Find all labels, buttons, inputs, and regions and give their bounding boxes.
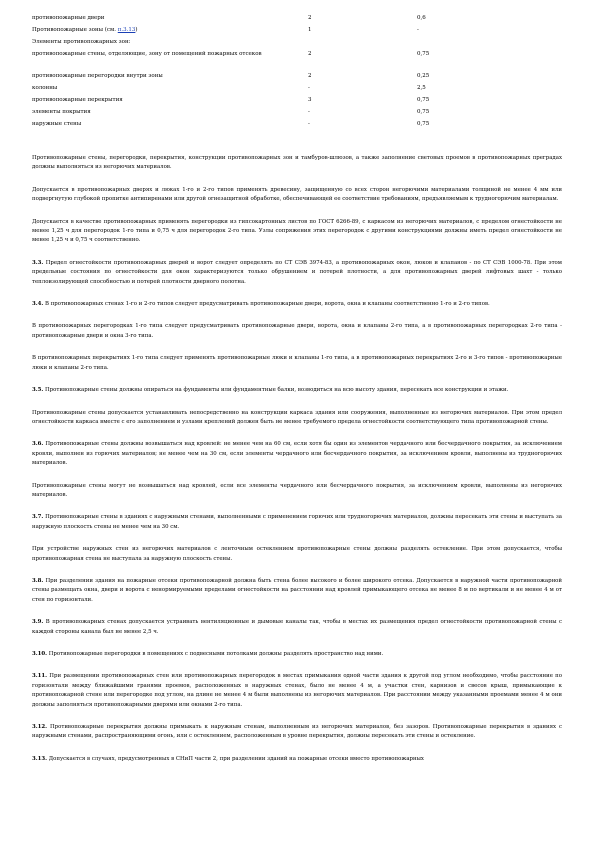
paragraph-number: 3.8.: [32, 577, 44, 584]
row-type: -: [308, 121, 310, 127]
paragraph: [32, 409, 562, 428]
row-name: элементы покрытия: [32, 109, 91, 115]
row-type: 3: [308, 97, 312, 103]
paragraph: [32, 482, 562, 501]
paragraph-text: Противопожарные стены должны возвышаться над кровлей: не менее чем на 60 см, если хотя бы один из элементов чердачного или бесчердачного покрытия, за исключением кровли, выполнен из горючих материалов; не менее чем на 30 см, если элементы чердачного или бесчердачного покрытия, за исключением кровли, выполнены из трудногорючих материалов.: [32, 441, 562, 467]
row-name: наружные стены: [32, 121, 82, 127]
row-resistance: -: [417, 27, 419, 33]
row-resistance: 0,25: [417, 73, 430, 79]
paragraph-number: 3.7.: [32, 514, 44, 521]
table-row: [32, 84, 552, 96]
paragraph-text: В противопожарных перекрытиях 1-го типа следует применять противопожарные люки и клапаны 1-го типа, а в противопожарных перекрытиях 2-го и 3-го типов - противопожарные люки и клапаны 2-го типа.: [32, 355, 562, 371]
paragraph: [32, 513, 562, 532]
paragraph-text: Допускается в случаях, предусмотренных в СНиП части 2, при разделении зданий на пожарные отсеки вместо противопожарных: [47, 755, 424, 762]
paragraph: [32, 618, 562, 637]
table-row: [32, 38, 552, 50]
paragraph: [32, 386, 562, 395]
paragraph-text: Противопожарные стены должны опираться на фундаменты или фундаментные балки, возводиться на всю высоту здания, пересекать все конструкции и этажи.: [43, 387, 509, 394]
paragraph-number: 3.10.: [32, 651, 48, 657]
paragraph: [32, 545, 562, 564]
paragraph: [32, 755, 562, 764]
paragraph-text: При устройстве наружных стен из негорючих материалов с ленточным остеклением противопожарные стены должны разделять остекление. При этом допускается, чтобы противопожарная стена не выступала за наружную плоскость стены.: [32, 546, 562, 562]
paragraph: [32, 300, 562, 309]
paragraph-number: 3.6.: [32, 441, 44, 448]
paragraph-text: Противопожарные стены в зданиях с наружными стенами, выполненными с применением горючих или трудногорючих материалов, должны пересекать эти стены и выступать за наружную плоскость стены не менее чем на 30 см.: [32, 514, 562, 530]
fire-resistance-table: [32, 14, 552, 132]
paragraph-text: Предел огнестойкости противопожарных дверей и ворот следует определять по СТ СЭВ 3974-83, а противопожарных окон, люков и клапанов - по СТ СЭВ 1000-78. При этом предельные состояния по огнестойкости для окон характеризуются только обрушением и потерей плотности, а для противопожарных дверей лифтовых шахт - только теплоизолирующей способностью и потерей плотности дверного полотна.: [32, 259, 562, 285]
table-row: [32, 72, 552, 84]
paragraph: [32, 354, 562, 373]
paragraph-number: 3.5.: [32, 387, 44, 394]
paragraph-text: Противопожарные стены могут не возвышаться над кровлей, если все элементы чердачного или бесчердачного покрытия, за исключением кровли, выполнены из негорючих материалов.: [32, 482, 562, 498]
paragraph: [32, 650, 562, 659]
row-name: колонны: [32, 85, 58, 91]
row-type: 2: [308, 51, 312, 57]
row-type: 2: [308, 15, 312, 21]
document-body: [32, 154, 562, 777]
table-row: [32, 50, 552, 72]
paragraph: [32, 259, 562, 287]
paragraph-text: Противопожарные стены, перегородки, перекрытия, конструкции противопожарных зон и тамбуров-шлюзов, а также заполнение световых проемов в противопожарных преградах должны выполняться из негорючих материалов.: [32, 155, 562, 171]
row-name: противопожарные перегородки внутри зоны: [32, 73, 163, 79]
paragraph-text: При размещении противопожарных стен или противопожарных перегородок в местах примыкания одной части здания к другой под углом необходимо, чтобы расстояние по горизонтали между ближайшими гранями проемов, расположенных в наружных стенах, было не менее 4 м, а участки стен, карнизов и свесов крыш, примыкающие к противопожарной стене или перегородке под углом, на длине не менее 4 м были выполнены из негорючих материалов. При расстоянии между указанными проемами менее 4 м они должны заполняться противопожарными дверями или окнами 2-го типа.: [32, 673, 562, 708]
row-name: противопожарные стены, отделяющие, зону от помещений пожарных отсеков: [32, 51, 262, 57]
row-name: Элементы противопожарных зон:: [32, 39, 131, 45]
paragraph-number: 3.9.: [32, 619, 44, 626]
paragraph: [32, 218, 562, 246]
row-type: 1: [308, 27, 312, 33]
row-resistance: 0,75: [417, 51, 430, 57]
table-row: [32, 96, 552, 108]
row-resistance: 0,75: [417, 109, 430, 115]
paragraph: [32, 322, 562, 341]
row-name: противопожарные перекрытия: [32, 97, 123, 103]
paragraph-number: 3.13.: [32, 755, 48, 762]
paragraph-text: В противопожарных перегородках 1-го типа следует предусматривать противопожарные двери, ворота, окна и клапаны 2-го типа, а в противопожарных перегородках 2-го типа - противопожарные двери и окна 3-го типа.: [32, 323, 562, 339]
row-type: -: [308, 109, 310, 115]
paragraph: [32, 154, 562, 173]
paragraph-text: В противопожарных стенах 1-го и 2-го типов следует предусматривать противопожарные двери, ворота, окна и клапаны соответственно 1-го и 2-го типов.: [43, 301, 490, 308]
paragraph-number: 3.3.: [32, 259, 44, 266]
row-name-suffix: ): [135, 27, 138, 33]
paragraph: [32, 672, 562, 710]
row-resistance: 0,75: [417, 121, 430, 127]
table-row: [32, 14, 552, 26]
paragraph: [32, 723, 562, 742]
paragraph: [32, 186, 562, 205]
row-type: 2: [308, 73, 312, 79]
paragraph-number: 3.4.: [32, 301, 44, 308]
row-name: противопожарные двери: [32, 15, 105, 21]
row-resistance: 0,6: [417, 15, 426, 21]
row-resistance: 2,5: [417, 85, 426, 91]
row-type: -: [308, 85, 310, 91]
table-row: [32, 26, 552, 38]
paragraph-text: При разделении здания на пожарные отсеки противопожарной должна быть стена более высокого и более широкого отсека. Допускается в наружной части противопожарной стены размещать окна, двери и ворота с ненормируемыми пределами огнестойкости на расстоянии над кровлей примыкающего отсека не менее 8 м по вертикали и не менее 4 м от стен по горизонтали.: [32, 577, 562, 603]
paragraph: [32, 440, 562, 468]
row-name: [32, 26, 302, 34]
paragraph-text: Противопожарные перекрытия должны примыкать к наружным стенам, выполненным из негорючих материалов, без зазоров. Противопожарные перекрытия в зданиях с наружными стенами, распространяющими огонь, или с остеклением, расположенным в уровне перекрытия, должны пересекать эти стены и остекление.: [32, 724, 562, 740]
row-name-text: Противопожарные зоны (см.: [32, 27, 118, 33]
table-row: [32, 120, 552, 132]
row-resistance: 0,75: [417, 97, 430, 103]
table-row: [32, 108, 552, 120]
paragraph-number: 3.12.: [32, 724, 48, 731]
paragraph-number: 3.11.: [32, 673, 48, 680]
paragraph-text: Противопожарные перегородки в помещениях с подвесными потолками должны разделять пространство над ними.: [47, 651, 384, 657]
paragraph: [32, 577, 562, 605]
paragraph-text: Противопожарные стены допускается устанавливать непосредственно на конструкции каркаса здания или сооружения, выполненные из негорючих материалов. При этом предел огнестойкости каркаса вместе с его заполнением и узлами креплений должен быть не менее требуемого предела огнестойкости соответствующего типа противопожарной стены.: [32, 409, 562, 425]
paragraph-text: Допускается в качестве противопожарных применять перегородки из гипсокартонных листов по ГОСТ 6266-89, с каркасом из негорючих материалов, с пределом огнестойкости не менее 1,25 ч для перегородок 1-го типа и 0,75 ч для перегородок 2-го типа. Узлы сопряжения этих перегородок с другими конструкциями должны иметь предел огнестойкости не менее 1,25 ч и 0,75 ч соответственно.: [32, 218, 562, 244]
paragraph-text: В противопожарных стенах допускается устраивать вентиляционные и дымовые каналы так, чтобы в местах их размещения предел огнестойкости противопожарной стены с каждой стороны канала был не менее 2,5 ч.: [32, 619, 562, 635]
paragraph-text: Допускается в противопожарных дверях и люках 1-го и 2-го типов применять древесину, защищенную со всех сторон негорючими материалами толщиной не менее 4 мм или подвергнутую глубокой пропитке антипиренами или другой огнезащитной обработке, обеспечивающей ее соответствие требованиям, предъявляемым к трудногорючим материалам.: [32, 186, 562, 203]
section-link[interactable]: п.3.13: [117, 27, 136, 33]
